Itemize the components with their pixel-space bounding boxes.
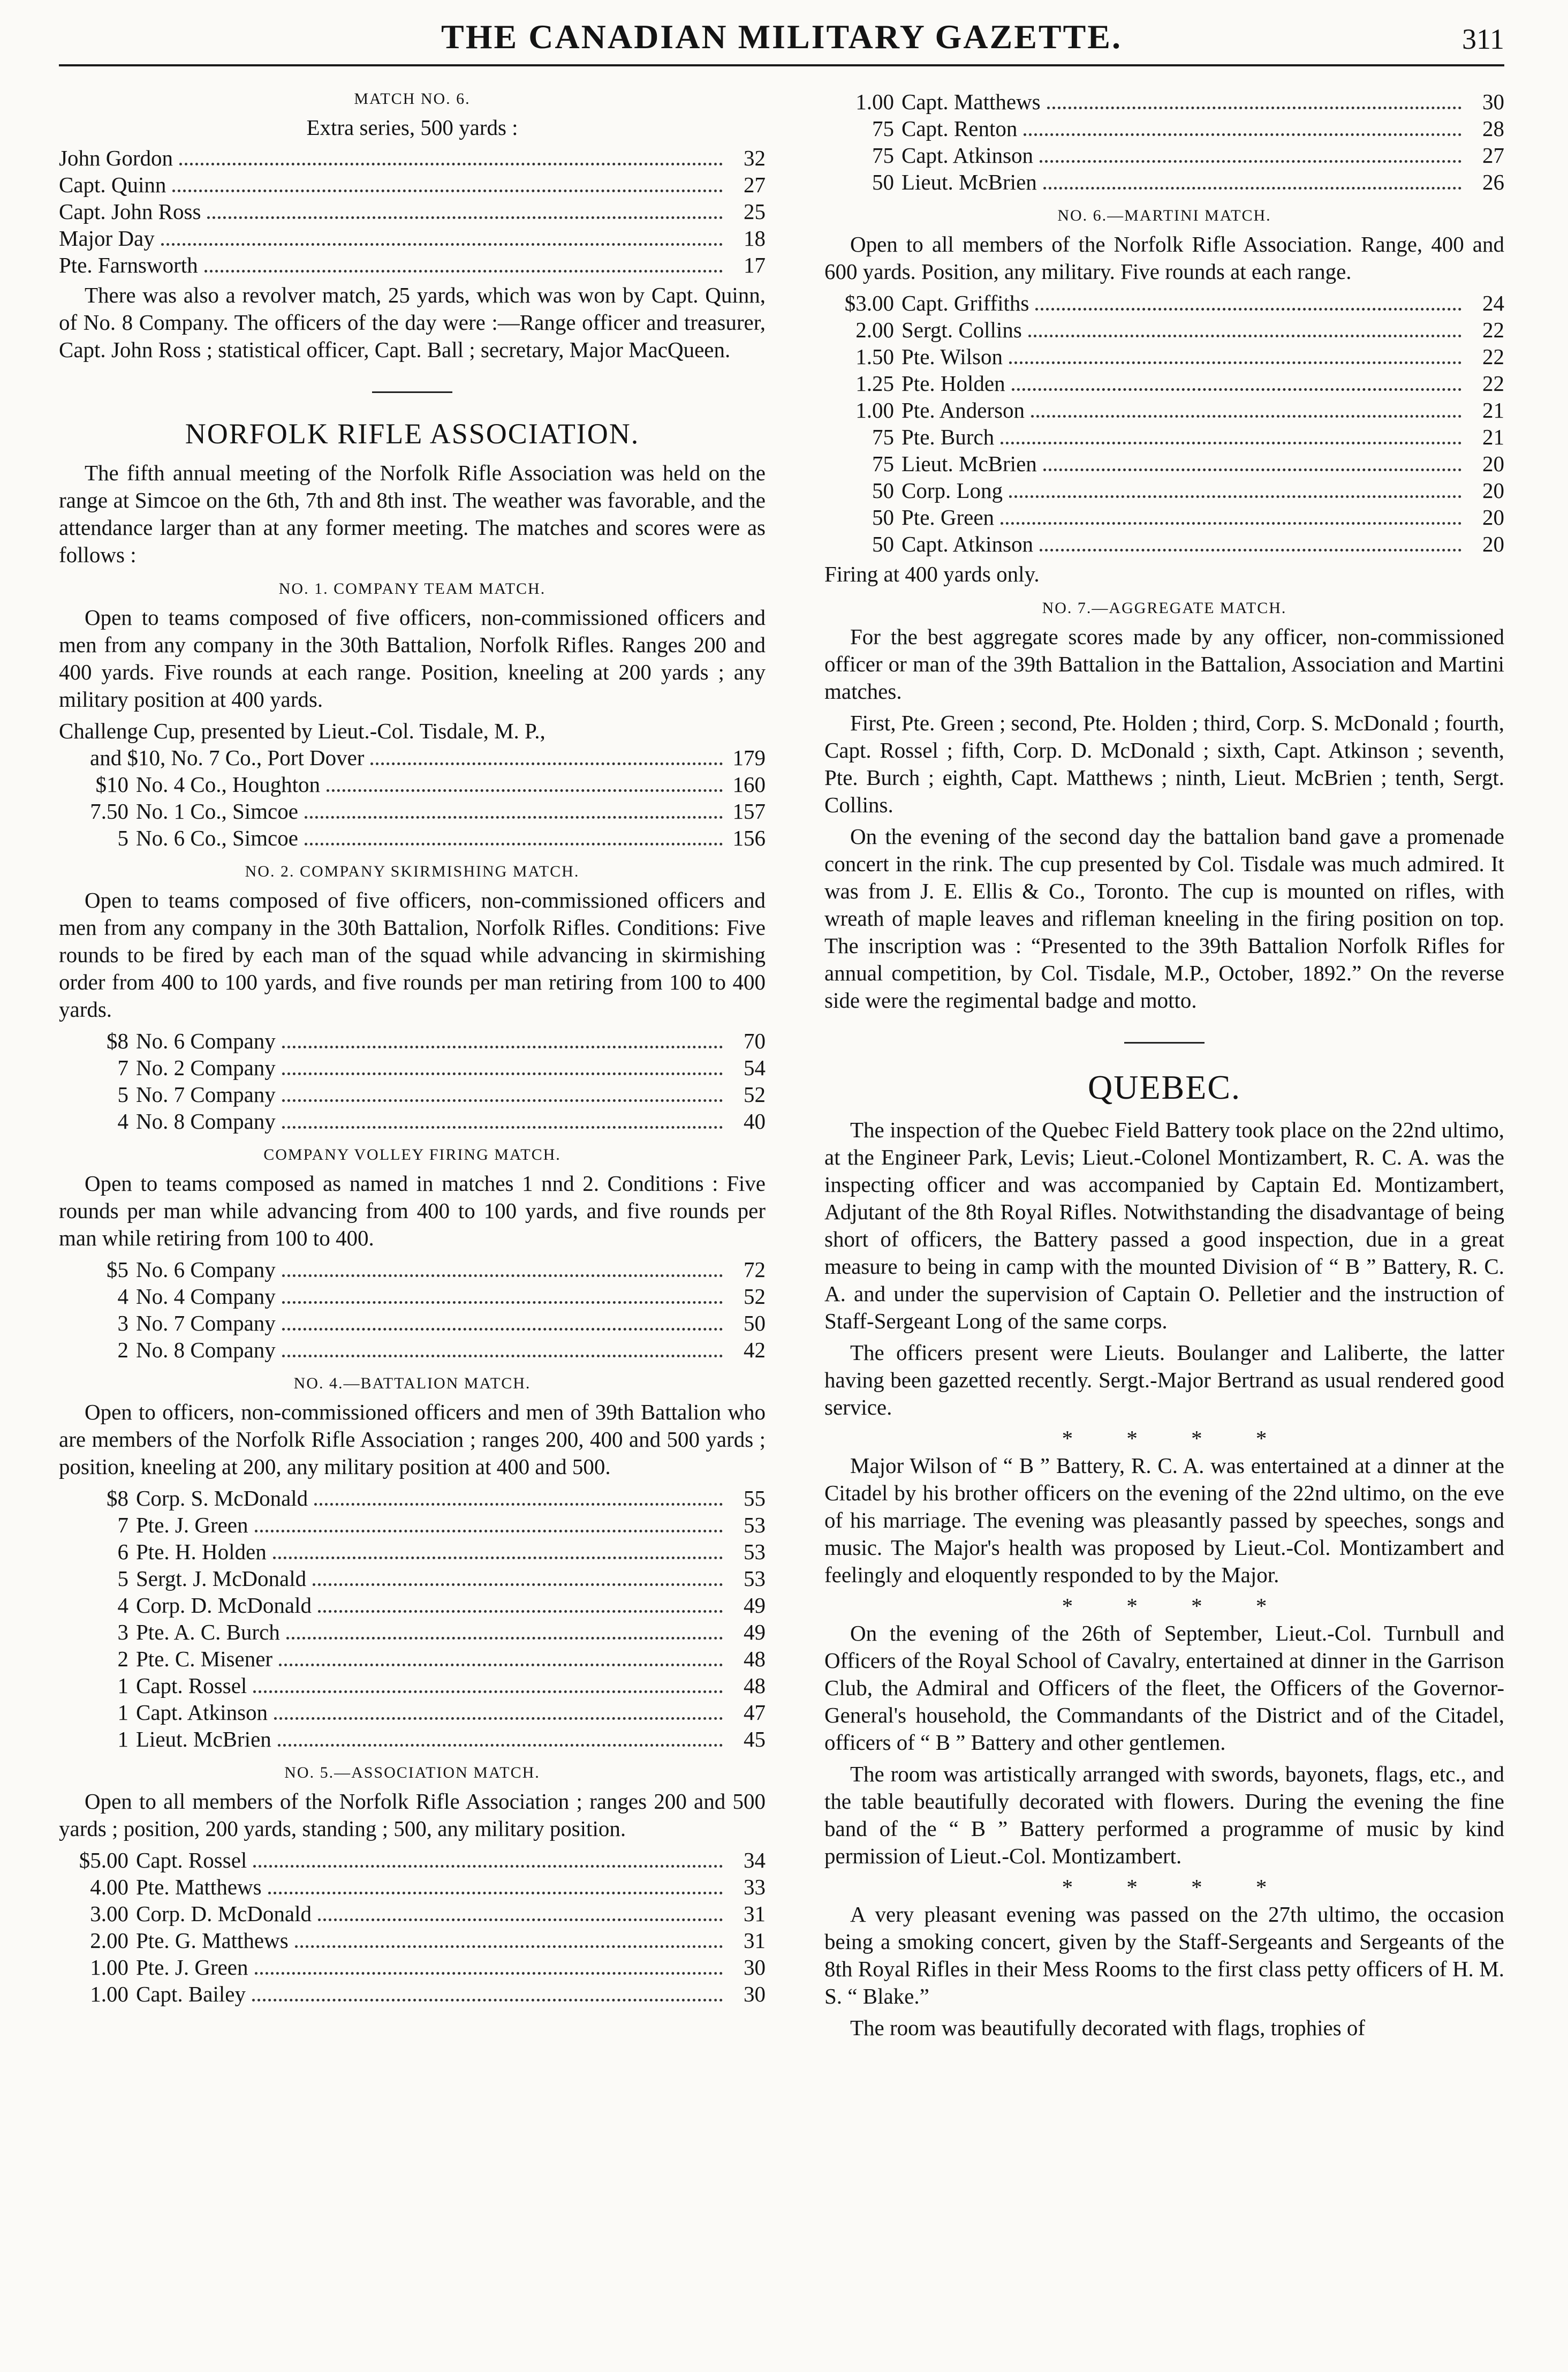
no1-entries (59, 771, 766, 851)
score-value: 34 (744, 1848, 766, 1872)
competitor-name: No. 1 Co., Simcoe (136, 799, 298, 824)
prize-value: 3 (117, 1620, 128, 1644)
score-value: 21 (1482, 398, 1504, 422)
score-row (59, 1283, 766, 1310)
quebec-heading: QUEBEC. (1088, 1068, 1241, 1106)
prize-value: 1.50 (855, 344, 894, 369)
score-value: 27 (1482, 143, 1504, 168)
competitor-name: Lieut. McBrien (136, 1727, 271, 1751)
prize-value: 7 (117, 1513, 128, 1537)
no7-heading: NO. 7.—AGGREGATE MATCH. (1042, 599, 1287, 617)
score-row (824, 504, 1504, 531)
competitor-name: Pte. Matthews (136, 1875, 262, 1899)
prize-value: 7 (117, 1055, 128, 1080)
dot-leader (253, 1865, 723, 1868)
dot-leader (1035, 308, 1461, 311)
score-value: 48 (744, 1673, 766, 1698)
competitor-name: Capt. Rossel (136, 1673, 247, 1698)
score-row (59, 1565, 766, 1592)
score-row (59, 1847, 766, 1874)
prize-value: $8 (107, 1486, 128, 1510)
score-row (824, 115, 1504, 142)
dot-leader (314, 1503, 723, 1506)
dot-leader (313, 1583, 723, 1586)
score-value: 25 (744, 199, 766, 224)
score-row (59, 771, 766, 798)
score-value: 49 (744, 1593, 766, 1618)
score-row (59, 1645, 766, 1672)
score-value: 50 (744, 1311, 766, 1335)
dot-leader (282, 1301, 723, 1304)
score-value: 22 (1482, 371, 1504, 396)
no4-heading: NO. 4.—BATTALION MATCH. (293, 1374, 531, 1392)
competitor-name: No. 7 Company (136, 1311, 276, 1335)
score-value: 20 (1482, 478, 1504, 503)
asterism: * * * * (1062, 1593, 1267, 1618)
competitor-name: Lieut. McBrien (902, 170, 1037, 194)
left-column (59, 88, 766, 2011)
no7-text2: First, Pte. Green ; second, Pte. Holden ; third, Corp. S. McDonald ; fourth, Capt. Rossel ; fifth, Corp. D. McDonald ; sixth, Capt. Atkinson ; seventh, Pte. Burch ; eighth, Capt. Matthews ; ninth, Lieut. McBrien ; tenth, Sergt. Collins. (824, 711, 1504, 817)
score-row (59, 1256, 766, 1283)
no7-text3: On the evening of the second day the battalion band gave a promenade concert in the rink. The cup presented by Col. Tisdale was much admired. It was from J. E. Ellis & Co., Toronto. The cup is mounted on rifles, with wreath of maple leaves and rifleman kneeling in the firing position on top. The inscription was : “Presented to the 39th Battalion Norfolk Rifles for annual competition, by Col. Tisdale, M.P., October, 1892.” On the reverse side were the regimental badge and motto. (824, 824, 1504, 1013)
competitor-name: No. 4 Co., Houghton (136, 772, 320, 797)
volley-text: Open to teams composed as named in matches 1 nnd 2. Conditions : Five rounds per man while advancing from 400 to 100 yards, and five rounds per man while retiring from 100 to 400. (59, 1171, 766, 1250)
quebec-p3: Major Wilson of “ B ” Battery, R. C. A. was entertained at a dinner at the Citadel by his brother officers on the evening of the 22nd ultimo, on the eve of his marriage. The evening was pleasantly passed by speeches, songs and music. The Major's health was proposed by Lieut.-Col. Montizambert and feelingly and eloquently responded to by the Major. (824, 1453, 1504, 1587)
competitor-name: Capt. Rossel (136, 1848, 247, 1872)
prize-value: $10 (95, 772, 128, 797)
dot-leader (282, 1355, 723, 1357)
score-row (824, 343, 1504, 370)
no5-list-continued (824, 88, 1504, 195)
competitor-name: Pte. G. Matthews (136, 1928, 289, 1953)
score-row (59, 1954, 766, 1981)
score-row (824, 290, 1504, 316)
prize-value: 50 (872, 478, 894, 503)
prize-value: 50 (872, 505, 894, 530)
no1-list (59, 717, 766, 851)
score-row (59, 1699, 766, 1726)
prize-value: 1.00 (855, 89, 894, 114)
dot-leader (268, 1892, 723, 1894)
no5-text: Open to all members of the Norfolk Rifle Association ; ranges 200 and 500 yards ; position, 200 yards, standing ; 500, any military position. (59, 1789, 766, 1841)
score-value: 20 (1482, 505, 1504, 530)
dot-leader (305, 843, 723, 845)
prize-value: 75 (872, 143, 894, 168)
prize-value: 2.00 (855, 318, 894, 342)
competitor-name: Capt. Renton (902, 116, 1018, 141)
competitor-name: Pte. Wilson (902, 344, 1003, 369)
dot-leader (253, 1690, 723, 1693)
competitor-name: Capt. Atkinson (902, 143, 1034, 168)
score-value: 22 (1482, 344, 1504, 369)
competitor-name: Sergt. Collins (902, 318, 1022, 342)
score-value: 27 (744, 172, 766, 197)
score-value: 17 (744, 253, 766, 277)
score-value: 45 (744, 1727, 766, 1751)
score-value: 72 (744, 1257, 766, 1282)
score-row (59, 198, 766, 225)
score-value: 18 (744, 226, 766, 251)
no1-cup-line1: Challenge Cup, presented by Lieut.-Col. Tisdale, M. P., (59, 719, 546, 743)
score-row (59, 825, 766, 851)
score-row (59, 1900, 766, 1927)
no6-note: Firing at 400 yards only. (824, 562, 1040, 586)
prize-value: 75 (872, 116, 894, 141)
section-divider (372, 391, 452, 393)
prize-value: $8 (107, 1029, 128, 1053)
score-value: 31 (744, 1928, 766, 1953)
no4-text: Open to officers, non-commissioned officers and men of 39th Battalion who are members of the Norfolk Rifle Association ; ranges 200, 400 and 500 yards ; position, kneeling at 200, any military position at 400 and 500. (59, 1400, 766, 1479)
competitor-name: Capt. John Ross (59, 199, 201, 224)
dot-leader (273, 1557, 723, 1559)
score-value: 33 (744, 1875, 766, 1899)
prize-value: 1.00 (90, 1982, 128, 2006)
score-value: 30 (1482, 89, 1504, 114)
score-row (59, 1981, 766, 2007)
score-row (59, 1054, 766, 1081)
competitor-name: Pte. H. Holden (136, 1539, 267, 1564)
volley-heading: COMPANY VOLLEY FIRING MATCH. (263, 1146, 561, 1164)
prize-value: 4 (117, 1284, 128, 1309)
competitor-name: No. 8 Company (136, 1109, 276, 1134)
dot-leader (179, 163, 723, 165)
dot-leader (282, 1099, 723, 1102)
dot-leader (252, 1999, 723, 2001)
score-value: 160 (732, 772, 766, 797)
prize-value: 1 (117, 1700, 128, 1725)
prize-value: 4 (117, 1109, 128, 1134)
score-row (59, 1512, 766, 1538)
prize-value: 5 (117, 826, 128, 850)
competitor-name: Capt. Atkinson (136, 1700, 268, 1725)
dot-leader (327, 789, 723, 792)
prize-value: 3 (117, 1311, 128, 1335)
dot-leader (279, 1664, 723, 1666)
prize-value: 50 (872, 170, 894, 194)
quebec-p5: The room was artistically arranged with swords, bayonets, flags, etc., and the table beautifully decorated with flowers. During the evening the fine band of the “ B ” Battery performed a programme of music by kind permission of Lieut.-Col. Montizambert. (824, 1762, 1504, 1868)
no6-heading: NO. 6.—MARTINI MATCH. (1057, 207, 1271, 224)
score-row (824, 477, 1504, 504)
prize-value: 6 (117, 1539, 128, 1564)
dot-leader (318, 1918, 723, 1921)
dot-leader (161, 243, 723, 246)
no1-cup-line2: and $10, No. 7 Co., Port Dover 179 (90, 745, 766, 770)
prize-value: 2 (117, 1338, 128, 1362)
prize-value: 4 (117, 1593, 128, 1618)
score-row (59, 1336, 766, 1363)
no2-text: Open to teams composed of five officers, non-commissioned officers and men from any company in the 30th Battalion, Norfolk Rifles. Conditions: Five rounds to be fired by each man of the squad while advancing in skirmishing order from 400 to 100 yards, and five rounds per man retiring from 100 to 400 yards. (59, 888, 766, 1022)
score-value: 24 (1482, 291, 1504, 315)
score-value: 26 (1482, 170, 1504, 194)
prize-value: 1.25 (855, 371, 894, 396)
dot-leader (172, 190, 723, 192)
match6-subheading: Extra series, 500 yards : (306, 115, 518, 140)
dot-leader (255, 1530, 723, 1532)
score-value: 55 (744, 1486, 766, 1510)
score-row (59, 1726, 766, 1752)
prize-value: 7.50 (90, 799, 128, 824)
quebec-p7: The room was beautifully decorated with flags, trophies of (850, 2015, 1366, 2040)
dot-leader (282, 1328, 723, 1331)
dot-leader (255, 1972, 723, 1975)
score-value: 49 (744, 1620, 766, 1644)
score-value: 30 (744, 1955, 766, 1980)
score-row (824, 370, 1504, 397)
norfolk-intro: The fifth annual meeting of the Norfolk Rifle Association was held on the range at Simcoe on the 6th, 7th and 8th inst. The weather was favorable, and the attendance larger than at any former meeting. The matches and scores were as follows : (59, 460, 766, 567)
competitor-name: No. 6 Company (136, 1257, 276, 1282)
section-divider (1124, 1042, 1205, 1044)
no2-list (59, 1028, 766, 1135)
competitor-name: Pte. Green (902, 505, 995, 530)
score-row (59, 225, 766, 252)
right-column (824, 88, 1504, 2046)
prize-value: 1 (117, 1727, 128, 1751)
score-value: 30 (744, 1982, 766, 2006)
score-value: 70 (744, 1029, 766, 1053)
prize-value: 1.00 (90, 1955, 128, 1980)
score-value: 32 (744, 146, 766, 170)
score-value: 20 (1482, 532, 1504, 556)
score-value: 42 (744, 1338, 766, 1362)
competitor-name: Pte. Farnsworth (59, 253, 198, 277)
score-row (59, 1927, 766, 1954)
no6-list (824, 290, 1504, 557)
dot-leader (282, 1046, 723, 1048)
dot-leader (204, 270, 723, 273)
score-row (59, 1310, 766, 1336)
score-value: 22 (1482, 318, 1504, 342)
dot-leader (1009, 361, 1461, 364)
page-header (59, 16, 1504, 66)
competitor-name: Pte. Anderson (902, 398, 1025, 422)
dot-leader (1043, 187, 1461, 190)
competitor-name: No. 7 Company (136, 1082, 276, 1107)
competitor-name: Corp. D. McDonald (136, 1593, 312, 1618)
score-value: 54 (744, 1055, 766, 1080)
match6-heading: MATCH NO. 6. (354, 90, 471, 108)
quebec-p1: The inspection of the Quebec Field Battery took place on the 22nd ultimo, at the Engineer Park, Levis; Lieut.-Colonel Montizambert, R. C. A. was the inspecting officer and was accompanied by Captain Ed. Montizambert, Adjutant of the 8th Royal Rifles. Notwithstanding the disadvantage of being short of officers, the Battery passed a good inspection, due in a great measure to being in camp with the mounted Division of “ B ” Battery, R. C. A. and under the supervision of Captain O. Pelletier and the instruction of Staff-Sergeant Long of the same corps. (824, 1117, 1504, 1333)
dot-leader (1012, 388, 1461, 391)
prize-value: 1.00 (855, 398, 894, 422)
score-value: 52 (744, 1284, 766, 1309)
prize-value: 5 (117, 1566, 128, 1591)
competitor-name: Corp. D. McDonald (136, 1901, 312, 1926)
prize-value: 3.00 (90, 1901, 128, 1926)
score-value: 53 (744, 1539, 766, 1564)
competitor-name: Pte. J. Green (136, 1513, 248, 1537)
no5-list (59, 1847, 766, 2007)
score-row (59, 252, 766, 278)
dot-leader (282, 1072, 723, 1075)
norfolk-heading: NORFOLK RIFLE ASSOCIATION. (185, 418, 640, 450)
competitor-name: Lieut. McBrien (902, 451, 1037, 476)
competitor-name: Corp. Long (902, 478, 1003, 503)
competitor-name: No. 8 Company (136, 1338, 276, 1362)
score-row (824, 88, 1504, 115)
no5-heading: NO. 5.—ASSOCIATION MATCH. (284, 1764, 540, 1781)
score-row (59, 1538, 766, 1565)
competitor-name: Major Day (59, 226, 155, 251)
score-row (59, 1028, 766, 1054)
dot-leader (286, 1637, 723, 1640)
dot-leader (318, 1610, 723, 1613)
dot-leader (278, 1744, 723, 1747)
no4-list (59, 1485, 766, 1752)
competitor-name: Pte. A. C. Burch (136, 1620, 280, 1644)
prize-value: 75 (872, 425, 894, 449)
prize-value: 50 (872, 532, 894, 556)
dot-leader (305, 816, 723, 819)
competitor-name: No. 4 Company (136, 1284, 276, 1309)
asterism: * * * * (1062, 1426, 1267, 1451)
prize-value: 2.00 (90, 1928, 128, 1953)
score-value: 31 (744, 1901, 766, 1926)
score-row (824, 450, 1504, 477)
score-row (59, 1485, 766, 1512)
dot-leader (295, 1945, 723, 1948)
competitor-name: Capt. Griffiths (902, 291, 1029, 315)
score-value: 156 (732, 826, 766, 850)
dot-leader (1001, 442, 1461, 444)
score-row (59, 1108, 766, 1135)
score-row (824, 142, 1504, 169)
score-row (59, 1672, 766, 1699)
dot-leader (274, 1717, 723, 1720)
score-value: 48 (744, 1646, 766, 1671)
competitor-name: Pte. J. Green (136, 1955, 248, 1980)
score-row (59, 1619, 766, 1645)
match6-list (59, 145, 766, 278)
score-value: 53 (744, 1513, 766, 1537)
prize-value: 4.00 (90, 1875, 128, 1899)
score-row (59, 1874, 766, 1900)
score-row (824, 397, 1504, 424)
dot-leader (1024, 133, 1461, 136)
score-value: 28 (1482, 116, 1504, 141)
prize-value: $3.00 (844, 291, 894, 315)
score-value: 40 (744, 1109, 766, 1134)
score-value: 47 (744, 1700, 766, 1725)
score-row (824, 424, 1504, 450)
no7-text1: For the best aggregate scores made by any officer, non-commissioned officer or man of the 39th Battalion in the Battalion, Association and Martini matches. (824, 624, 1504, 704)
score-row (59, 798, 766, 825)
quebec-p4: On the evening of the 26th of September, Lieut.-Col. Turnbull and Officers of the Royal School of Cavalry, entertained at dinner in the Garrison Club, the Admiral and Officers of the fleet, the Officers of the Governor-General's household, the Commandants of the District and of the Citadel, officers of “ B ” Battery and other gentlemen. (824, 1621, 1504, 1755)
match6-text: There was also a revolver match, 25 yards, which was won by Capt. Quinn, of No. 8 Company. The officers of the day were :—Range officer and treasurer, Capt. John Ross ; statistical officer, Capt. Ball ; secretary, Major MacQueen. (59, 283, 766, 362)
prize-value: 2 (117, 1646, 128, 1671)
score-row (59, 1592, 766, 1619)
gazette-title: THE CANADIAN MILITARY GAZETTE. (441, 18, 1122, 56)
dot-leader (207, 216, 723, 219)
score-row (824, 316, 1504, 343)
score-row (59, 145, 766, 171)
dot-leader (1001, 522, 1461, 525)
prize-value: 1 (117, 1673, 128, 1698)
volley-list (59, 1256, 766, 1363)
competitor-name: No. 6 Co., Simcoe (136, 826, 298, 850)
quebec-p2: The officers present were Lieuts. Boulanger and Laliberte, the latter having been gazetted recently. Sergt.-Major Bertrand as usual rendered good service. (824, 1340, 1504, 1419)
quebec-p6: A very pleasant evening was passed on the 27th ultimo, the occasion being a smoking concert, given by the Staff-Sergeants and Sergeants of the 8th Royal Rifles in their Mess Rooms to the first class petty officers of H. M. S. “ Blake.” (824, 1902, 1504, 2008)
asterism: * * * * (1062, 1875, 1267, 1899)
dot-leader (282, 1126, 723, 1129)
score-value: 53 (744, 1566, 766, 1591)
no2-heading: NO. 2. COMPANY SKIRMISHING MATCH. (245, 863, 580, 880)
competitor-name: Pte. C. Misener (136, 1646, 273, 1671)
competitor-name: Sergt. J. McDonald (136, 1566, 307, 1591)
score-row (824, 531, 1504, 557)
dot-leader (1031, 415, 1461, 418)
score-row (824, 169, 1504, 195)
score-value: 21 (1482, 425, 1504, 449)
prize-value: 5 (117, 1082, 128, 1107)
score-value: 52 (744, 1082, 766, 1107)
page-number: 311 (1462, 23, 1504, 55)
dot-leader (1040, 549, 1461, 552)
dot-leader (1047, 107, 1461, 109)
prize-value: $5.00 (79, 1848, 128, 1872)
score-value: 157 (732, 799, 766, 824)
competitor-name: Pte. Holden (902, 371, 1005, 396)
competitor-name: No. 2 Company (136, 1055, 276, 1080)
dot-leader (282, 1274, 723, 1277)
competitor-name: No. 6 Company (136, 1029, 276, 1053)
competitor-name: Capt. Atkinson (902, 532, 1034, 556)
competitor-name: Pte. Burch (902, 425, 995, 449)
score-row (59, 1081, 766, 1108)
no1-text: Open to teams composed of five officers, non-commissioned officers and men from any company in the 30th Battalion, Norfolk Rifles. Ranges 200 and 400 yards. Five rounds at each range. Position, kneeling at 200 yards ; any military position at 400 yards. (59, 605, 766, 712)
competitor-name: Capt. Matthews (902, 89, 1041, 114)
dot-leader (1028, 335, 1461, 337)
competitor-name: Capt. Quinn (59, 172, 166, 197)
prize-value: $5 (107, 1257, 128, 1282)
dot-leader (1009, 495, 1461, 498)
competitor-name: John Gordon (59, 146, 173, 170)
score-value: 20 (1482, 451, 1504, 476)
no1-heading: NO. 1. COMPANY TEAM MATCH. (278, 580, 546, 598)
no6-text: Open to all members of the Norfolk Rifle Association. Range, 400 and 600 yards. Position, any military. Five rounds at each range. (824, 232, 1504, 284)
prize-value: 75 (872, 451, 894, 476)
dot-leader (1040, 160, 1461, 163)
score-row (59, 171, 766, 198)
competitor-name: Corp. S. McDonald (136, 1486, 308, 1510)
dot-leader (1043, 469, 1461, 471)
competitor-name: Capt. Bailey (136, 1982, 246, 2006)
